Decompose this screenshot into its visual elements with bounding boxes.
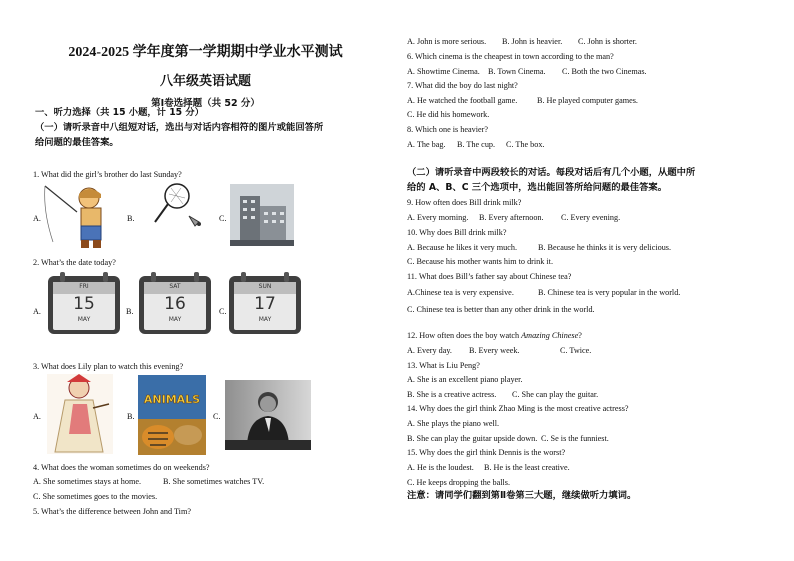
option-b: B. The cup. bbox=[457, 140, 496, 149]
option-a: A. John is more serious. bbox=[407, 37, 487, 46]
calendar-date: 17 bbox=[254, 294, 276, 314]
option-label-b: B. bbox=[126, 307, 134, 316]
question-12-text: 12. How often does the boy watch bbox=[407, 331, 522, 340]
option-a: A. Showtime Cinema. bbox=[407, 67, 480, 76]
calendar-16-may bbox=[139, 272, 211, 334]
calendar-17-may bbox=[229, 272, 301, 334]
option-label-a: A. bbox=[33, 412, 41, 421]
option-c: C. She can play the guitar. bbox=[512, 390, 599, 399]
option-a: A. Because he likes it very much. bbox=[407, 243, 518, 252]
question-9: 9. How often does Bill drink milk? bbox=[407, 198, 522, 207]
option-b: B. Chinese tea is very popular in the world. bbox=[538, 288, 681, 297]
option-b: B. She can play the guitar upside down. bbox=[407, 434, 538, 443]
option-label-b: B. bbox=[127, 214, 135, 223]
option-c: C. The box. bbox=[506, 140, 545, 149]
option-c: C. He did his homework. bbox=[407, 110, 490, 119]
question-8: 8. Which one is heavier? bbox=[407, 125, 489, 134]
question-6: 6. Which cinema is the cheapest in town according to the man? bbox=[407, 52, 614, 61]
question-3: 3. What does Lily plan to watch this evening? bbox=[33, 362, 184, 371]
option-c: C. John is shorter. bbox=[578, 37, 637, 46]
calendar-day: SAT bbox=[169, 283, 181, 290]
option-c: C. Both the two Cinemas. bbox=[562, 67, 647, 76]
option-a: A. He watched the football game. bbox=[407, 96, 518, 105]
section-instruction-2: 给的 A、B、C 三个选项中，选出能回答所给问题的最佳答案。 bbox=[407, 182, 667, 193]
calendar-month: MAY bbox=[77, 316, 91, 323]
option-c: C. She sometimes goes to the movies. bbox=[33, 492, 158, 501]
calendar-date: 16 bbox=[164, 294, 186, 314]
question-5: 5. What’s the difference between John and Tim? bbox=[33, 507, 191, 516]
calendar-month: MAY bbox=[168, 316, 182, 323]
listening-note: 注意：请同学们翻到第Ⅱ卷第三大题，继续做听力填词。 bbox=[407, 490, 637, 501]
fishing-boy-image bbox=[43, 182, 125, 250]
calendar-month: MAY bbox=[258, 316, 272, 323]
option-b: B. Because he thinks it is very delicious. bbox=[538, 243, 672, 252]
grade-title: 八年级英语试题 bbox=[159, 74, 251, 89]
question-7: 7. What did the boy do last night? bbox=[407, 81, 518, 90]
poster-title: ANIMALS bbox=[143, 393, 201, 406]
question-10: 10. Why does Bill drink milk? bbox=[407, 228, 507, 237]
question-4: 4. What does the woman sometimes do on weekends? bbox=[33, 463, 210, 472]
calendar-15-may bbox=[48, 272, 120, 334]
option-a: A. She is an excellent piano player. bbox=[407, 375, 523, 384]
option-label-c: C. bbox=[219, 307, 227, 316]
option-c: C. Every evening. bbox=[561, 213, 621, 222]
section-instruction: （一）请听录音中八组短对话，选出与对话内容相符的图片或能回答所 bbox=[35, 122, 324, 133]
option-c: C. Twice. bbox=[560, 346, 592, 355]
question-12-mark: ? bbox=[578, 331, 582, 340]
question-14: 14. Why does the girl think Zhao Ming is the most creative actress? bbox=[407, 404, 629, 413]
section-instruction-2: 给问题的最佳答案。 bbox=[35, 137, 119, 148]
animals-poster-image bbox=[138, 375, 206, 455]
section-instruction: （二）请听录音中两段较长的对话。每段对话后有几个小题，从题中所 bbox=[407, 167, 696, 178]
badminton-racket-icon bbox=[141, 182, 209, 230]
calendar-day: FRI bbox=[79, 283, 89, 290]
calendar-date: 15 bbox=[73, 294, 95, 314]
news-anchor-image bbox=[225, 380, 311, 450]
option-b: B. Town Cinema. bbox=[488, 67, 546, 76]
option-a: A. Every day. bbox=[407, 346, 452, 355]
question-2: 2. What’s the date today? bbox=[33, 258, 116, 267]
question-13: 13. What is Liu Peng? bbox=[407, 361, 480, 370]
part-one-title: 第Ⅰ卷选择题（共 52 分） bbox=[151, 98, 260, 109]
option-b: B. Every afternoon. bbox=[479, 213, 544, 222]
option-c: C. Because his mother wants him to drink it. bbox=[407, 257, 553, 266]
option-c: C. Se is the funniest. bbox=[541, 434, 609, 443]
option-label-a: A. bbox=[33, 307, 41, 316]
calendar-day: SUN bbox=[258, 283, 272, 290]
opera-performer-image bbox=[47, 374, 113, 454]
section-heading: 一、听力选择（共 15 小题，计 15 分） bbox=[35, 107, 204, 118]
option-b: B. She sometimes watches TV. bbox=[163, 477, 265, 486]
option-c: C. Chinese tea is better than any other drink in the world. bbox=[407, 305, 595, 314]
option-a: A. He is the loudest. bbox=[407, 463, 474, 472]
option-label-a: A. bbox=[33, 214, 41, 223]
option-label-c: C. bbox=[219, 214, 227, 223]
option-label-b: B. bbox=[127, 412, 135, 421]
question-11: 11. What does Bill’s father say about Chinese tea? bbox=[407, 272, 572, 281]
option-b: B. He played computer games. bbox=[537, 96, 638, 105]
show-title: Amazing Chinese bbox=[521, 331, 579, 340]
question-1: 1. What did the girl’s brother do last Sunday? bbox=[33, 170, 182, 179]
option-a: A. She sometimes stays at home. bbox=[33, 477, 142, 486]
option-label-c: C. bbox=[213, 412, 221, 421]
option-a: A. She plays the piano well. bbox=[407, 419, 500, 428]
building-image bbox=[230, 184, 294, 246]
option-c: C. He keeps dropping the balls. bbox=[407, 478, 511, 487]
option-a: A. Every morning. bbox=[407, 213, 469, 222]
option-b: B. She is a creative actress. bbox=[407, 390, 497, 399]
option-b: B. He is the least creative. bbox=[484, 463, 570, 472]
option-a: A. The bag. bbox=[407, 140, 446, 149]
option-b: B. Every week. bbox=[469, 346, 520, 355]
option-a: A.Chinese tea is very expensive. bbox=[407, 288, 514, 297]
question-15: 15. Why does the girl think Dennis is the worst? bbox=[407, 448, 566, 457]
question-12 bbox=[407, 331, 582, 341]
option-b: B. John is heavier. bbox=[502, 37, 563, 46]
exam-title: 2024-2025 学年度第一学期期中学业水平测试 bbox=[68, 45, 343, 60]
